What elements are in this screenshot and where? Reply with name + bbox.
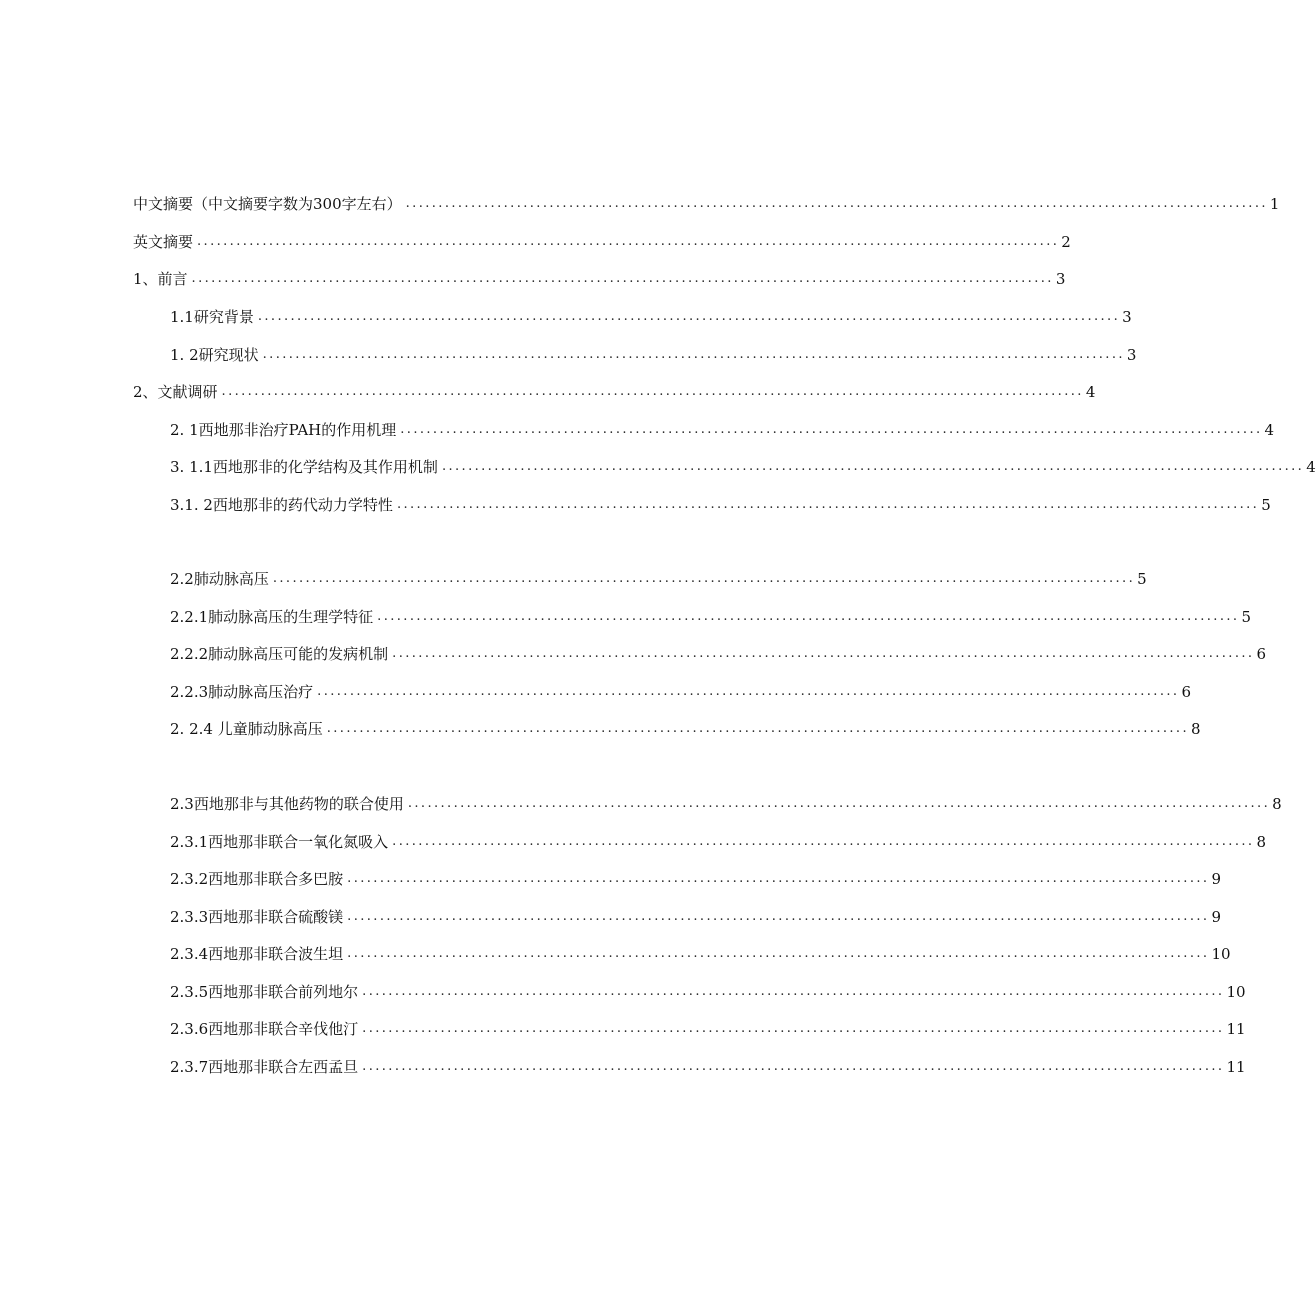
toc-entry-title: 2.2肺动脉高压 — [170, 570, 269, 588]
toc-dot-leader: .................................................................................................................................... — [392, 646, 1255, 661]
toc-entry-page: 6 — [1181, 683, 1191, 701]
toc-entry-pulmonary-hypertension[interactable] — [170, 563, 1147, 589]
toc-entry-simvastatin[interactable] — [170, 1013, 1246, 1039]
toc-entry-literature-review[interactable] — [133, 376, 1096, 402]
toc-entry-preface[interactable] — [133, 263, 1066, 289]
toc-entry-page: 3 — [1122, 308, 1132, 326]
toc-dot-leader: .................................................................................................................................... — [191, 271, 1054, 286]
toc-entry-treatment[interactable] — [170, 676, 1191, 702]
toc-dot-leader: .................................................................................................................................... — [392, 834, 1255, 849]
toc-entry-research-status[interactable] — [170, 339, 1137, 365]
toc-entry-page: 4 — [1306, 458, 1316, 476]
toc-entry-english-abstract[interactable] — [133, 226, 1071, 252]
toc-entry-page: 1 — [1269, 195, 1280, 213]
toc-entry-page: 11 — [1226, 1020, 1246, 1038]
toc-dot-leader: .................................................................................................................................... — [272, 571, 1136, 586]
toc-dot-leader: .................................................................................................................................... — [441, 459, 1305, 474]
toc-entry-title: 2.3.5西地那非联合前列地尔 — [170, 983, 359, 1001]
toc-entry-title: 2.3.6西地那非联合辛伐他汀 — [170, 1020, 359, 1038]
toc-dot-leader: .................................................................................................................................... — [407, 796, 1271, 811]
toc-entry-title: 2.3.2西地那非联合多巴胺 — [170, 870, 344, 888]
toc-entry-title: 英文摘要 — [133, 233, 194, 251]
toc-dot-leader: .................................................................................................................................... — [405, 196, 1268, 211]
toc-dot-leader: .................................................................................................................................... — [347, 909, 1210, 924]
toc-entry-research-background[interactable] — [170, 301, 1132, 327]
toc-entry-title: 中文摘要（中文摘要字数为300字左右） — [133, 195, 402, 213]
toc-entry-alprostadil[interactable] — [170, 976, 1246, 1002]
toc-entry-page: 5 — [1241, 608, 1251, 626]
toc-entry-magnesium-sulfate[interactable] — [170, 901, 1221, 927]
toc-dot-leader: .................................................................................................................................... — [400, 422, 1263, 437]
toc-entry-page: 8 — [1272, 795, 1282, 813]
toc-dot-leader: .................................................................................................................................... — [377, 609, 1240, 624]
toc-entry-physiological-features[interactable] — [170, 601, 1251, 627]
toc-dot-leader: .................................................................................................................................... — [326, 721, 1189, 736]
toc-entry-title: 2.3.4西地那非联合波生坦 — [170, 945, 344, 963]
toc-dot-leader: .................................................................................................................................... — [262, 347, 1125, 362]
toc-entry-page: 8 — [1256, 833, 1266, 851]
toc-entry-dopamine[interactable] — [170, 863, 1221, 889]
toc-entry-sildenafil-pah-mechanism[interactable] — [170, 414, 1275, 440]
toc-entry-page: 8 — [1191, 720, 1201, 738]
toc-entry-title: 2.3.1西地那非联合一氧化氮吸入 — [170, 833, 389, 851]
toc-dot-leader: .................................................................................................................................... — [347, 871, 1210, 886]
toc-entry-title: 2.2.2肺动脉高压可能的发病机制 — [170, 645, 389, 663]
toc-entry-page: 11 — [1226, 1058, 1246, 1076]
toc-entry-title: 2. 2.4 儿童肺动脉高压 — [170, 720, 323, 738]
toc-entry-title: 1. 2研究现状 — [170, 346, 259, 364]
toc-entry-page: 4 — [1264, 421, 1275, 439]
toc-dot-leader: .................................................................................................................................... — [347, 946, 1210, 961]
toc-dot-leader: .................................................................................................................................... — [362, 1059, 1225, 1074]
toc-entry-title: 3. 1.1西地那非的化学结构及其作用机制 — [170, 458, 438, 476]
toc-entry-bosentan[interactable] — [170, 938, 1231, 964]
toc-dot-leader: .................................................................................................................................... — [317, 684, 1180, 699]
toc-entry-nitric-oxide[interactable] — [170, 826, 1266, 852]
toc-entry-page: 3 — [1126, 346, 1137, 364]
toc-entry-title: 3.1. 2西地那非的药代动力学特性 — [170, 496, 393, 514]
toc-dot-leader: .................................................................................................................................... — [362, 1021, 1225, 1036]
toc-entry-page: 3 — [1055, 270, 1066, 288]
toc-entry-title: 2.2.3肺动脉高压治疗 — [170, 683, 314, 701]
toc-entry-page: 9 — [1211, 870, 1221, 888]
toc-entry-pharmacokinetics[interactable] — [170, 489, 1271, 515]
toc-dot-leader: .................................................................................................................................... — [362, 984, 1225, 999]
toc-entry-title: 2.2.1肺动脉高压的生理学特征 — [170, 608, 374, 626]
toc-entry-title: 2、文献调研 — [133, 383, 218, 401]
toc-dot-leader: .................................................................................................................................... — [221, 384, 1084, 399]
toc-entry-page: 9 — [1211, 908, 1221, 926]
toc-entry-title: 2.3.3西地那非联合硫酸镁 — [170, 908, 344, 926]
toc-entry-title: 2.3.7西地那非联合左西孟旦 — [170, 1058, 359, 1076]
toc-entry-pathogenesis[interactable] — [170, 638, 1266, 664]
toc-entry-title: 1、前言 — [133, 270, 188, 288]
toc-dot-leader: .................................................................................................................................... — [396, 497, 1260, 512]
toc-entry-levosimendan[interactable] — [170, 1051, 1246, 1077]
toc-entry-page: 10 — [1211, 945, 1231, 963]
toc-entry-pediatric-pah[interactable] — [170, 713, 1201, 739]
toc-entry-combination-therapy[interactable] — [170, 788, 1282, 814]
toc-entry-page: 5 — [1261, 496, 1271, 514]
toc-entry-page: 6 — [1256, 645, 1266, 663]
toc-entry-page: 2 — [1061, 233, 1071, 251]
toc-entry-chemical-structure[interactable] — [170, 451, 1316, 477]
toc-entry-title: 2.3西地那非与其他药物的联合使用 — [170, 795, 404, 813]
toc-entry-chinese-abstract[interactable] — [133, 188, 1280, 214]
toc-entry-title: 1.1研究背景 — [170, 308, 254, 326]
toc-entry-page: 5 — [1137, 570, 1147, 588]
toc-dot-leader: .................................................................................................................................... — [197, 234, 1060, 249]
toc-dot-leader: .................................................................................................................................... — [257, 309, 1121, 324]
toc-entry-title: 2. 1西地那非治疗PAH的作用机理 — [170, 421, 397, 439]
toc-entry-page: 10 — [1226, 983, 1246, 1001]
toc-entry-page: 4 — [1085, 383, 1096, 401]
